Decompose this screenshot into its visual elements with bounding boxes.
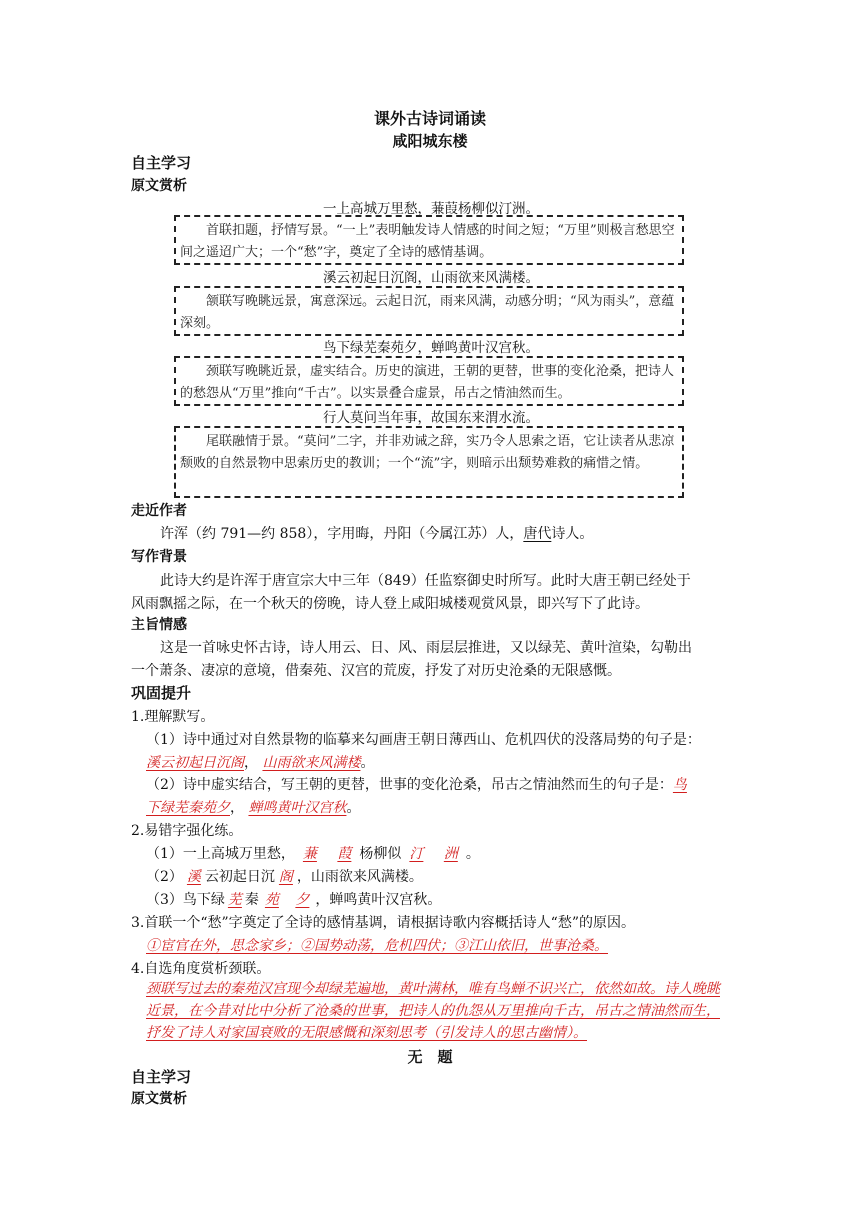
poem-verse-4: 行人莫问当年事，故国东来渭水流。 bbox=[323, 410, 539, 426]
verse-note-1: 首联扣题，抒情写景。“一上”表明触发诗人情感的时间之短；“万里”则极言愁思空间之遥迢广大；一个“愁”字，奠定了全诗的感情基调。 bbox=[180, 223, 675, 260]
answer-blank: 蝉鸣黄叶汉宫秋 bbox=[248, 800, 347, 816]
poem-verse-3: 鸟下绿芜秦苑夕，蝉鸣黄叶汉宫秋。 bbox=[323, 340, 539, 356]
section-heading-appreciation: 原文赏析 bbox=[131, 178, 187, 194]
next-heading-appreciation: 原文赏析 bbox=[131, 1091, 187, 1107]
poem-title: 咸阳城东楼 bbox=[392, 132, 468, 150]
section-heading-theme: 主旨情感 bbox=[131, 617, 187, 633]
answer-blank: 蒹 bbox=[302, 846, 317, 862]
answer-blank: 溪 bbox=[186, 869, 201, 885]
verse-note-box-3 bbox=[174, 356, 684, 406]
question-2-1: （1）一上高城万里愁， 蒹 葭 杨柳似 汀 洲 。 bbox=[146, 846, 480, 862]
verse-note-3: 颈联写晚眺近景，虚实结合。历史的演进，王朝的更替，世事的变化沧桑，把诗人的愁怨从“万里”推向“千古”。以实景叠合虚景，吊古之情油然而生。 bbox=[180, 364, 675, 401]
answer-4: 颈联写过去的秦苑汉宫现今却绿芜遍地，黄叶满林，唯有鸟蝉不识兴亡，依然如故。诗人晚眺近景，在今昔对比中分析了沧桑的世事，把诗人的仇怨从万里推向千古，吊古之情油然而生，抒发了诗人对家国衰败的无限感慨和深刻思考（引发诗人的思古幽情）。 bbox=[146, 981, 720, 1041]
author-text: 许浑（约 791—约 858），字用晦，丹阳（今属江苏）人，唐代诗人。 bbox=[160, 526, 594, 542]
answer-1-1: 溪云初起日沉阁， 山雨欲来风满楼。 bbox=[146, 755, 375, 771]
page-title: 课外古诗词诵读 bbox=[373, 109, 486, 128]
theme-line-1: 这是一首咏史怀古诗，诗人用云、日、风、雨层层推进，又以绿芜、黄叶渲染，勾勒出 bbox=[160, 640, 692, 656]
question-4: 4.自选角度赏析颈联。 bbox=[131, 961, 271, 977]
question-1-1: （1）诗中通过对自然景物的临摹来勾画唐王朝日薄西山、危机四伏的没落局势的句子是： bbox=[146, 732, 701, 748]
question-1-2: （2）诗中虚实结合，写王朝的更替，世事的变化沧桑，吊古之情油然而生的句子是：鸟 bbox=[146, 777, 687, 793]
verse-note-box-2 bbox=[174, 286, 684, 336]
question-2-3: （3）鸟下绿 芜 秦 苑 夕 ，蝉鸣黄叶汉宫秋。 bbox=[146, 892, 442, 908]
verse-note-2: 颔联写晚眺远景，寓意深远。云起日沉，雨来风满，动感分明；“风为雨头”，意蕴深刻。 bbox=[180, 294, 675, 331]
answer-blank: 鸟 bbox=[672, 777, 687, 793]
answer-blank: 葭 bbox=[337, 846, 352, 862]
section-heading-self-study: 自主学习 bbox=[131, 154, 192, 172]
poem-verse-2: 溪云初起日沉阁，山雨欲来风满楼。 bbox=[323, 270, 539, 286]
background-line-2: 风雨飘摇之际，在一个秋天的傍晚，诗人登上咸阳城楼观赏风景，即兴写下了此诗。 bbox=[131, 596, 649, 612]
answer-3: ①宦官在外，思念家乡；②国势动荡，危机四伏；③江山依旧，世事沧桑。 bbox=[146, 938, 608, 954]
author-dynasty: 唐代 bbox=[523, 526, 552, 542]
answer-blank: 洲 bbox=[443, 846, 458, 862]
answer-blank: 夕 bbox=[295, 892, 310, 908]
section-heading-author: 走近作者 bbox=[131, 503, 187, 519]
answer-blank: 下绿芜秦苑夕 bbox=[146, 800, 230, 816]
verse-note-4: 尾联融情于景。“莫问”二字，并非劝诫之辞，实乃令人思索之语，它让读者从悲凉颓败的自然景物中思索历史的教训；一个“流”字，则暗示出颓势难救的痛惜之情。 bbox=[180, 434, 675, 471]
answer-blank: 汀 bbox=[409, 846, 424, 862]
theme-line-2: 一个萧条、凄凉的意境，借秦苑、汉宫的荒废，抒发了对历史沧桑的无限感慨。 bbox=[131, 663, 621, 679]
poem-verse-1: 一上高城万里愁，蒹葭杨柳似汀洲。 bbox=[323, 201, 539, 217]
question-1: 1.理解默写。 bbox=[131, 709, 215, 725]
section-heading-background: 写作背景 bbox=[131, 549, 187, 565]
answer-blank: 苑 bbox=[264, 892, 279, 908]
answer-blank: 山雨欲来风满楼 bbox=[262, 755, 361, 771]
verse-note-box-4 bbox=[174, 426, 684, 498]
question-2-2: （2） 溪 云初起日沉 阁 ，山雨欲来风满楼。 bbox=[146, 869, 423, 885]
answer-blank: 溪云初起日沉阁 bbox=[146, 755, 244, 771]
question-3: 3.首联一个“愁”字奠定了全诗的感情基调，请根据诗歌内容概括诗人“愁”的原因。 bbox=[131, 915, 635, 931]
answer-blank: 阁 bbox=[278, 869, 293, 885]
verse-note-box-1 bbox=[174, 215, 684, 265]
next-heading-self-study: 自主学习 bbox=[131, 1068, 192, 1086]
question-2: 2.易错字强化练。 bbox=[131, 823, 243, 839]
section-heading-practice: 巩固提升 bbox=[131, 684, 192, 702]
next-poem-title: 无 题 bbox=[407, 1048, 453, 1066]
answer-blank: 芜 bbox=[227, 892, 242, 908]
answer-1-2: 下绿芜秦苑夕， 蝉鸣黄叶汉宫秋。 bbox=[146, 800, 361, 816]
background-line-1: 此诗大约是许浑于唐宣宗大中三年（849）任监察御史时所写。此时大唐王朝已经处于 bbox=[160, 573, 691, 589]
